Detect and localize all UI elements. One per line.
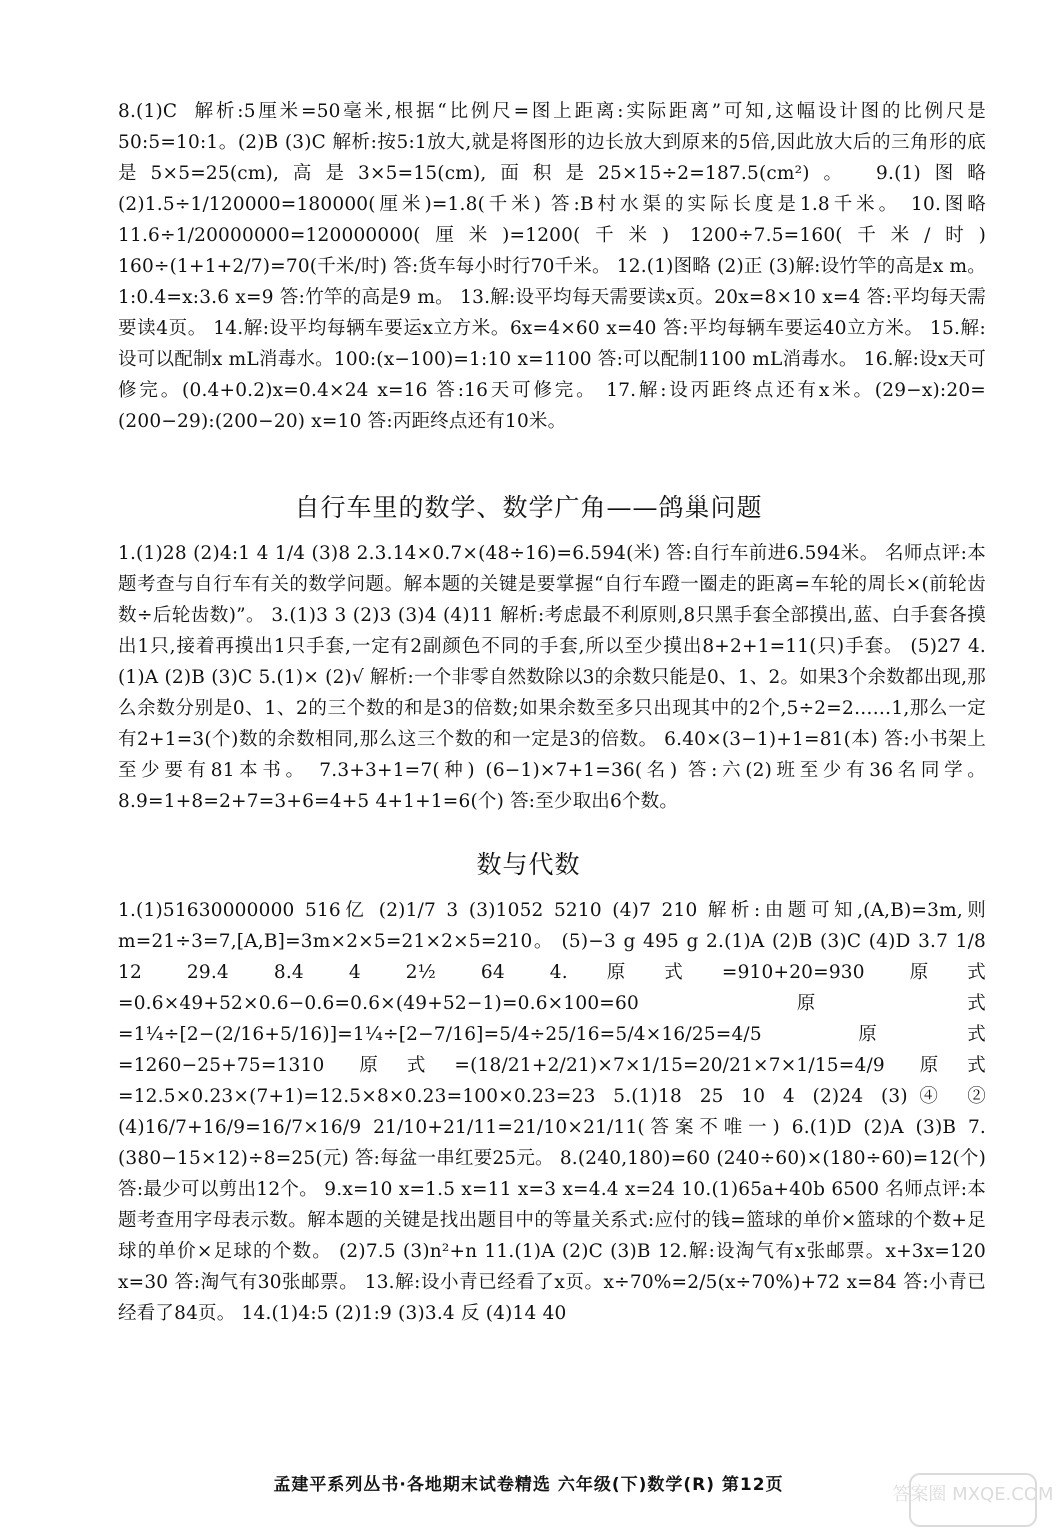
heading-numbers-algebra: 数与代数 [476,850,581,879]
watermark-icon [892,1472,1054,1528]
answers-numbers-algebra: 1.(1)51630000000 516亿 (2)1/7 3 (3)1052 5210 (4)7 210 解析:由题可知,(A,B)=3m,则m=21÷3=7,[A,B]=3m×2×5=21×2×5=210。 (5)−3 g 495 g 2.(1)A (2)B (3)C (4)D 3.7 1/8 12 29.4 8.4 4 2½ 64 4.原式=910+20=930 原式=0.6×49+52×0.6−0.6=0.6×(49+52−1)=0.6×100=60 原式=1¼÷[2−(2/16+5/16)]=1¼÷[2−7/16]=5/4÷25/16=5/4×16/25=4/5 原式=1260−25+75=1310 原式=(18/21+2/21)×7×1/15=20/21×7×1/15=4/9 原式=12.5×0.23×(7+1)=12.5×8×0.23=100×0.23=23 5.(1)18 25 10 4 (2)24 (3)④ ② (4)16/7+16/9=16/7×16/9 21/10+21/11=21/10×21/11(答案不唯一) 6.(1)D (2)A (3)B 7.(380−15×12)÷8=25(元) 答:每盆一串红要25元。 8.(240,180)=60 (240÷60)×(180÷60)=12(个) 答:最少可以剪出12个。 9.x=10 x=1.5 x=11 x=3 x=4.4 x=24 10.(1)65a+40b 6500 名师点评:本题考查用字母表示数。解本题的关键是找出题目中的等量关系式:应付的钱=篮球的单价×篮球的个数+足球的单价×足球的个数。 (2)7.5 (3)n²+n 11.(1)A (2)C (3)B 12.解:设淘气有x张邮票。x+3x=120 x=30 答:淘气有30张邮票。 13.解:设小青已经看了x页。x÷70%=2/5(x÷70%)+72 x=84 答:小青已经看了84页。 14.(1)4:5 (2)1:9 (3)3.4 反 (4)14 40 [118,900,993,1324]
answers-ratio-section: 8.(1)C 解析:5厘米=50毫米,根据“比例尺=图上距离:实际距离”可知,这幅设计图的比例尺是50:5=10:1。(2)B (3)C 解析:按5:1放大,就是将图形的边长放大到原来的5倍,因此放大后的三角形的底是5×5=25(cm),高是3×5=15(cm),面积是25×15÷2=187.5(cm²)。 9.(1)图略 (2)1.5÷1/120000=180000(厘米)=1.8(千米) 答:B村水渠的实际长度是1.8千米。 10.图略 11.6÷1/20000000=120000000(厘米)=1200(千米) 1200÷7.5=160(千米/时) 160÷(1+1+2/7)=70(千米/时) 答:货车每小时行70千米。 12.(1)图略 (2)正 (3)解:设竹竿的高是x m。1:0.4=x:3.6 x=9 答:竹竿的高是9 m。 13.解:设平均每天需要读x页。20x=8×10 x=4 答:平均每天需要读4页。 14.解:设平均每辆车要运x立方米。6x=4×60 x=40 答:平均每辆车要运40立方米。 15.解:设可以配制x mL消毒水。100:(x−100)=1:10 x=1100 答:可以配制1100 mL消毒水。 16.解:设x天可修完。(0.4+0.2)x=0.4×24 x=16 答:16天可修完。 17.解:设丙距终点还有x米。(29−x):20=(200−29):(200−20) x=10 答:丙距终点还有10米。 [118,101,993,432]
answers-bicycle-pigeonhole: 1.(1)28 (2)4:1 4 1/4 (3)8 2.3.14×0.7×(48÷16)=6.594(米) 答:自行车前进6.594米。 名师点评:本题考查与自行车有关的数学问题。解本题的关键是要掌握“自行车蹬一圈走的距离=车轮的周长×(前轮齿数÷后轮齿数)”。 3.(1)3 3 (2)3 (3)4 (4)11 解析:考虑最不利原则,8只黑手套全部摸出,蓝、白手套各摸出1只,接着再摸出1只手套,一定有2副颜色不同的手套,所以至少摸出8+2+1=11(只)手套。 (5)27 4.(1)A (2)B (3)C 5.(1)× (2)√ 解析:一个非零自然数除以3的余数只能是0、1、2。如果3个余数都出现,那么余数分别是0、1、2的三个数的和是3的倍数;如果余数至多只出现其中的2个,5÷2=2……1,那么一定有2+1=3(个)数的余数相同,那么这三个数的和一定是3的倍数。 6.40×(3−1)+1=81(本) 答:小书架上至少要有81本书。 7.3+3+1=7(种) (6−1)×7+1=36(名) 答:六(2)班至少有36名同学。 8.9=1+8=2+7=3+6=4+5 4+1+1=6(个) 答:至少取出6个数。 [118,543,993,812]
heading-bicycle-pigeonhole: 自行车里的数学、数学广角——鸽巢问题 [294,493,763,522]
watermark-logo [892,1472,1054,1528]
watermark-text: 答案圈 MXQE.COM [892,1484,1054,1505]
page-footer: 孟建平系列丛书·各地期末试卷精选 六年级(下)数学(R) 第12页 [273,1475,784,1495]
